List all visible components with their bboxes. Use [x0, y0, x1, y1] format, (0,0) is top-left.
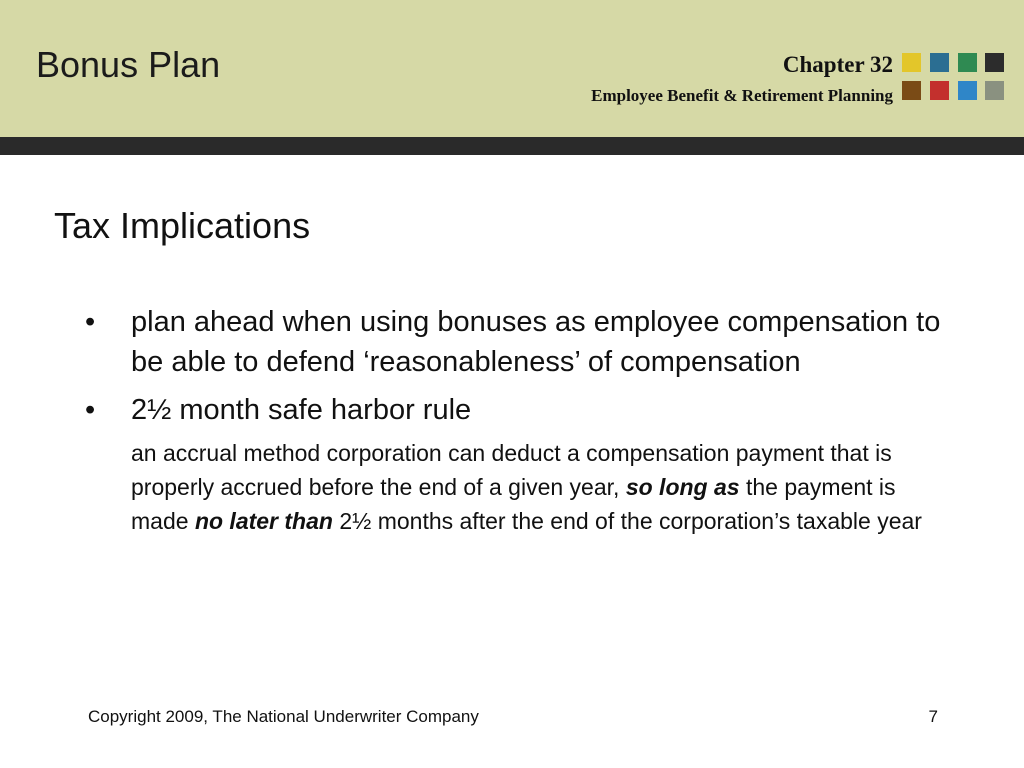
- sub-text: 2½ months after the end of the corporation’s taxable year: [332, 508, 922, 534]
- swatch-teal: [930, 53, 949, 72]
- chapter-label: Chapter 32: [782, 52, 893, 77]
- swatch-gray: [985, 81, 1004, 100]
- bullet-item: [85, 302, 955, 382]
- copyright-text: Copyright 2009, The National Underwriter Company: [88, 707, 479, 726]
- sub-paragraph: [85, 436, 955, 538]
- swatch-blue: [958, 81, 977, 100]
- bullet-item: [85, 390, 955, 430]
- sub-text: an accrual method corporation can deduct a compensation payment that is properly accrued before the end of a given year,: [131, 440, 892, 500]
- chapter-subtitle: Employee Benefit & Retirement Planning: [591, 86, 893, 105]
- swatch-yellow: [902, 53, 921, 72]
- emphasis-text: no later than: [194, 508, 333, 534]
- swatch-green: [958, 53, 977, 72]
- sub-text: the payment is made: [131, 474, 896, 534]
- bullet-icon: •: [85, 306, 96, 338]
- bullet-text: 2½ month safe harbor rule: [131, 394, 472, 426]
- header-divider-bar: [0, 137, 1024, 155]
- swatch-brown: [902, 81, 921, 100]
- bullet-icon: •: [85, 394, 96, 426]
- bullet-list: [85, 302, 955, 538]
- emphasis-text: so long as: [625, 474, 740, 500]
- swatch-black: [985, 53, 1004, 72]
- color-swatch-grid: [902, 53, 1006, 103]
- slide-title: Bonus Plan: [36, 44, 221, 85]
- swatch-red: [930, 81, 949, 100]
- page-number: 7: [928, 707, 938, 726]
- bullet-text: plan ahead when using bonuses as employee compensation to be able to defend ‘reasonableness’ of compensation: [131, 306, 941, 378]
- section-heading: Tax Implications: [54, 205, 311, 246]
